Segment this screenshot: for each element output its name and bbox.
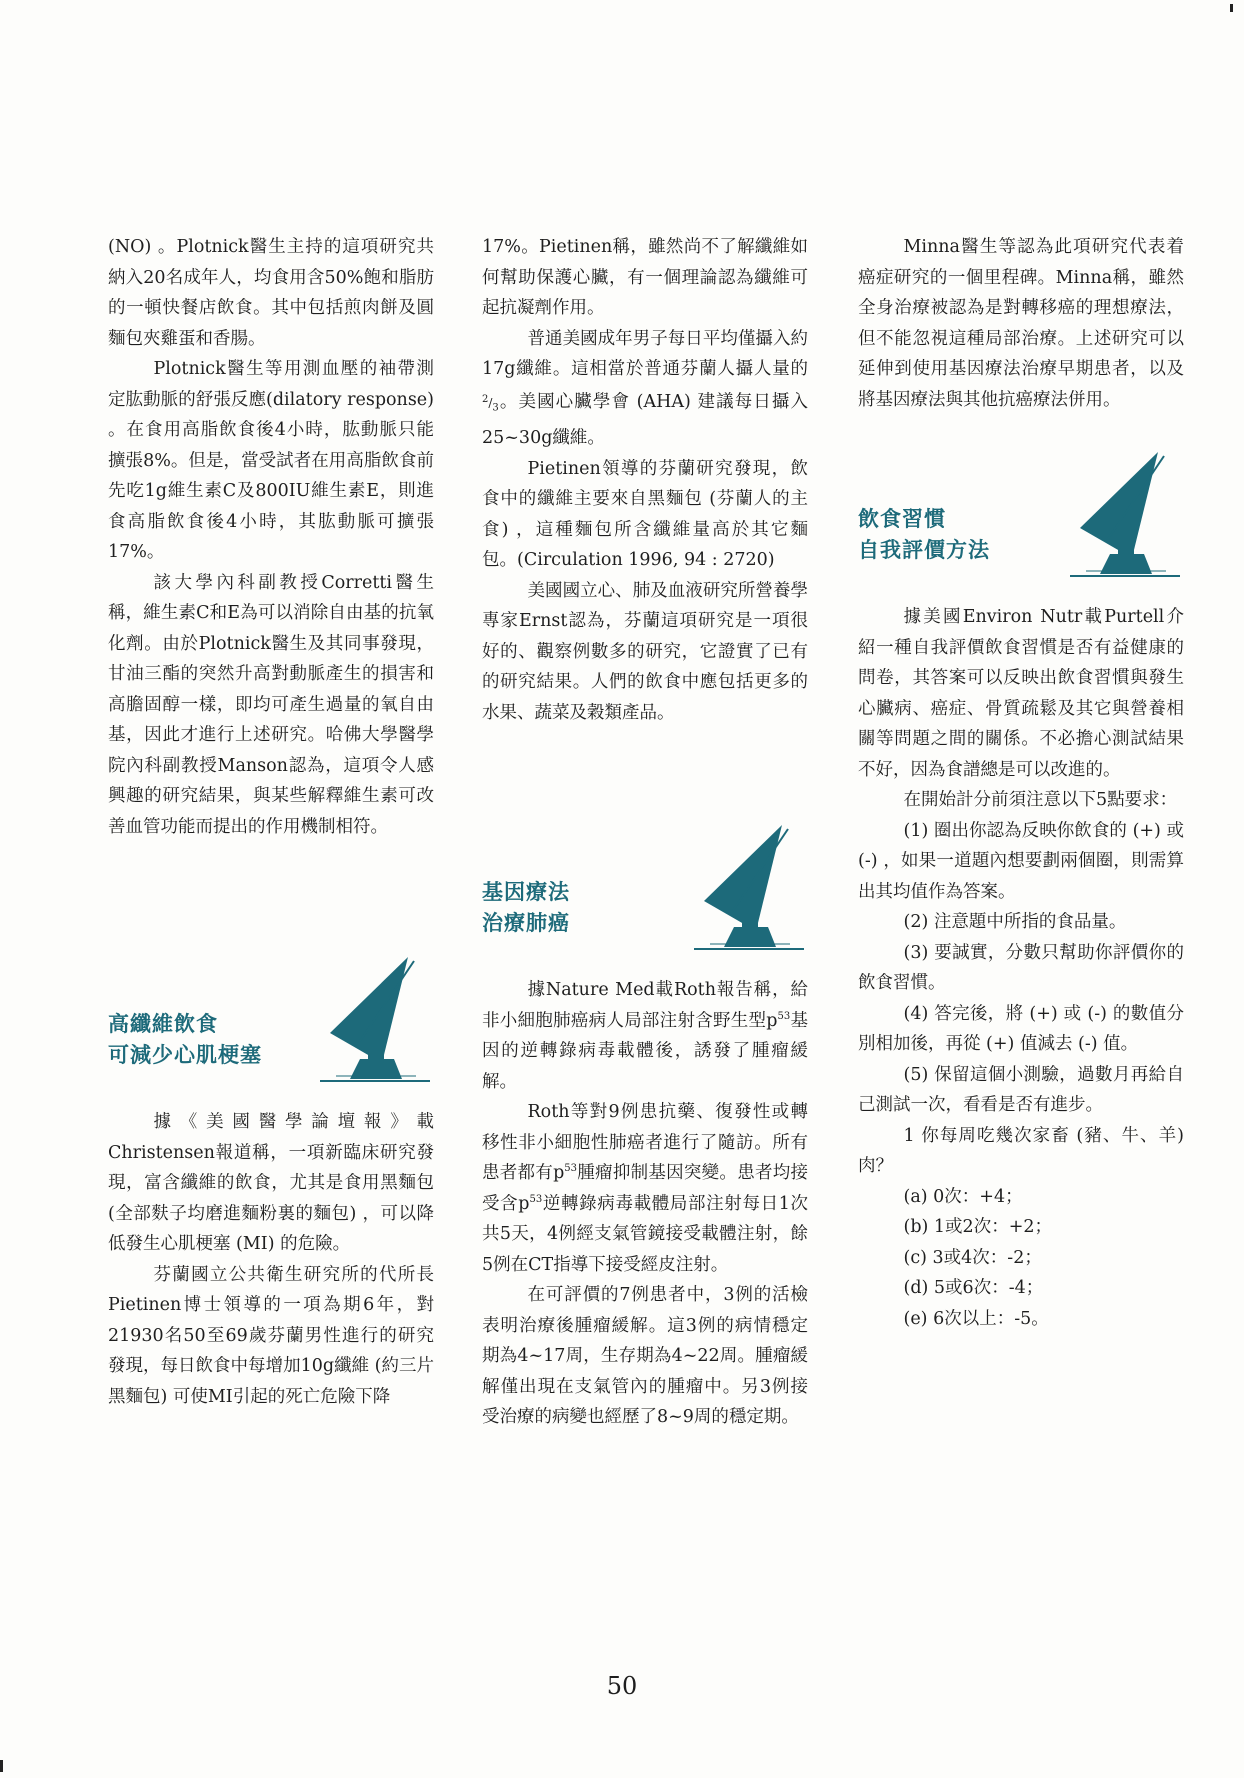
requirement-item: (2) 注意題中所指的食品量。 — [903, 912, 1127, 932]
quiz-option: (d) 5或6次：-4； — [903, 1278, 1044, 1298]
column-1 — [108, 232, 434, 1412]
paragraph: 在開始計分前須注意以下5點要求： — [903, 790, 1178, 810]
fraction: $^2/_3$ — [482, 393, 499, 413]
section-title: 高纖維飲食 可減少心肌梗塞 — [108, 1012, 262, 1067]
section-heading-gene-therapy — [482, 828, 808, 953]
section-title: 飲食習慣 自我評價方法 — [858, 507, 990, 562]
paragraph: 17%。Pietinen稱，雖然尚不了解纖維如何幫助保護心臟，有一個理論認為纖維可起抗凝劑作用。 — [482, 237, 808, 318]
requirement-item: (1) 圈出你認為反映你飲食的 (+) 或 (-) ，如果一道題內想要劃兩個圈，則需算出其均值作為答案。 — [858, 820, 1184, 902]
scan-mark — [1230, 4, 1233, 12]
section-heading-diet-habits — [858, 455, 1184, 580]
paragraph: 該大學內科副教授Corretti醫生稱，維生素C和E為可以消除自由基的抗氧化劑。由於Plotnick醫生及其同事發現，甘油三酯的突然升高對動脈產生的損害和高膽固醇一樣，即均可產生過量的氧自由基，因此才進行上述研究。哈佛大學醫學院內科副教授Manson認為，這項令人感興趣的研究結果，與某些解釋維生素可改善血管功能而提出的作用機制相符。 — [108, 572, 434, 837]
paragraph: Minna醫生等認為此項研究代表着癌症研究的一個里程碑。Minna稱，雖然全身治療被認為是對轉移癌的理想療法，但不能忽視這種局部治療。上述研究可以延伸到使用基因療法治療早期患者，以及將基因療法與其他抗癌療法併用。 — [858, 237, 1184, 410]
quiz-option: (c) 3或4次：-2； — [903, 1247, 1042, 1268]
paragraph: 芬蘭國立公共衛生研究所的代所長Pietinen博士領導的一項為期6年，對21930名50至69歲芬蘭男性進行的研究發現，每日飲食中每增加10g纖維 (約三片黑麵包) 可使MI引起的死亡危險下降 — [108, 1264, 434, 1407]
satellite-dish-icon — [316, 955, 434, 1085]
paragraph: Plotnick醫生等用測血壓的袖帶測定肱動脈的舒張反應(dilatory response) 。在食用高脂飲食後4小時，肱動脈只能擴張8%。但是，當受試者在用高脂飲食前先吃1g維生素C及800IU維生素E，則進食高脂飲食後4小時，其肱動脈可擴張17%。 — [108, 359, 434, 562]
quiz-option: (e) 6次以上：-5。 — [903, 1308, 1049, 1329]
requirement-item: (5) 保留這個小測驗，過數月再給自己測試一次，看看是否有進步。 — [858, 1064, 1184, 1115]
section-heading-fiber — [108, 960, 434, 1085]
section-title: 基因療法 治療肺癌 — [482, 880, 570, 936]
paragraph: 據Nature Med載Roth報告稱，給非小細胞肺癌病人局部注射含野生型$p^{53}$基因的逆轉錄病毒載體後，誘發了腫瘤緩解。 — [482, 980, 809, 1092]
paragraph: 據《美國醫學論壇報》載Christensen報道稱，一項新臨床研究發現，富含纖維的飲食，尤其是食用黑麵包 (全部麩子均磨進麵粉裏的麵包) ，可以降低發生心肌梗塞 (MI) 的危險。 — [108, 1112, 434, 1254]
paragraph: 美國國立心、肺及血液研究所營養學專家Ernst認為，芬蘭這項研究是一項很好的、觀察例數多的研究，它證實了已有的研究結果。人們的飲食中應包括更多的水果、蔬菜及穀類產品。 — [482, 580, 808, 723]
requirement-item: (3) 要誠實，分數只幫助你評價你的飲食習慣。 — [858, 942, 1184, 993]
scan-mark — [0, 1760, 3, 1772]
column-2 — [482, 232, 808, 1433]
requirement-item: (4) 答完後，將 (+) 或 (-) 的數值分別相加後，再從 (+) 值減去 (-) 值。 — [858, 1003, 1184, 1054]
paragraph: (NO) 。Plotnick醫生主持的這項研究共納入20名成年人，均食用含50%飽和脂肪的一頓快餐店飲食。其中包括煎肉餅及圓麵包夾雞蛋和香腸。 — [108, 237, 434, 349]
quiz-option: (b) 1或2次：+2； — [903, 1217, 1052, 1237]
satellite-dish-icon — [1066, 450, 1184, 580]
page-number: 50 — [606, 1672, 638, 1700]
paragraph: Roth等對9例患抗藥、復發性或轉移性非小細胞性肺癌者進行了隨訪。所有患者都有$p^{53}$腫瘤抑制基因突變。患者均接受含$p^{53}$逆轉錄病毒載體局部注射每日1次共5天，4例經支氣管鏡接受載體注射，餘5例在CT指導下接受經皮注射。 — [482, 1102, 809, 1275]
paragraph: 普通美國成年男子每日平均僅攝入約17g纖維。這相當於普通芬蘭人攝人量的$^2/_3$。美國心臟學會 (AHA) 建議每日攝入25~30g纖維。 — [482, 328, 808, 449]
paragraph: 在可評價的7例患者中，3例的活檢表明治療後腫瘤緩解。這3例的病情穩定期為4~17周，生存期為4~22周。腫瘤緩解僅出現在支氣管內的腫瘤中。另3例接受治療的病變也經歷了8~9周的穩定期。 — [482, 1285, 808, 1428]
paragraph: Pietinen領導的芬蘭研究發現，飲食中的纖維主要來自黑麵包 (芬蘭人的主食) ，這種麵包所含纖維量高於其它麵包。(Circulation 1996, 94 : 2720) — [482, 458, 808, 571]
quiz-question: 1 你每周吃幾次家畜 (豬、牛、羊) 肉？ — [858, 1125, 1184, 1176]
column-3 — [858, 232, 1184, 1334]
satellite-dish-icon — [690, 823, 808, 953]
quiz-option: (a) 0次：+4； — [903, 1186, 1023, 1207]
paragraph: 據美國Environ Nutr載Purtell介紹一種自我評價飲食習慣是否有益健康的問卷，其答案可以反映出飲食習慣與發生心臟病、癌症、骨質疏鬆及其它與營養相關等問題之間的關係。不必擔心測試結果不好，因為食譜總是可以改進的。 — [858, 607, 1184, 780]
